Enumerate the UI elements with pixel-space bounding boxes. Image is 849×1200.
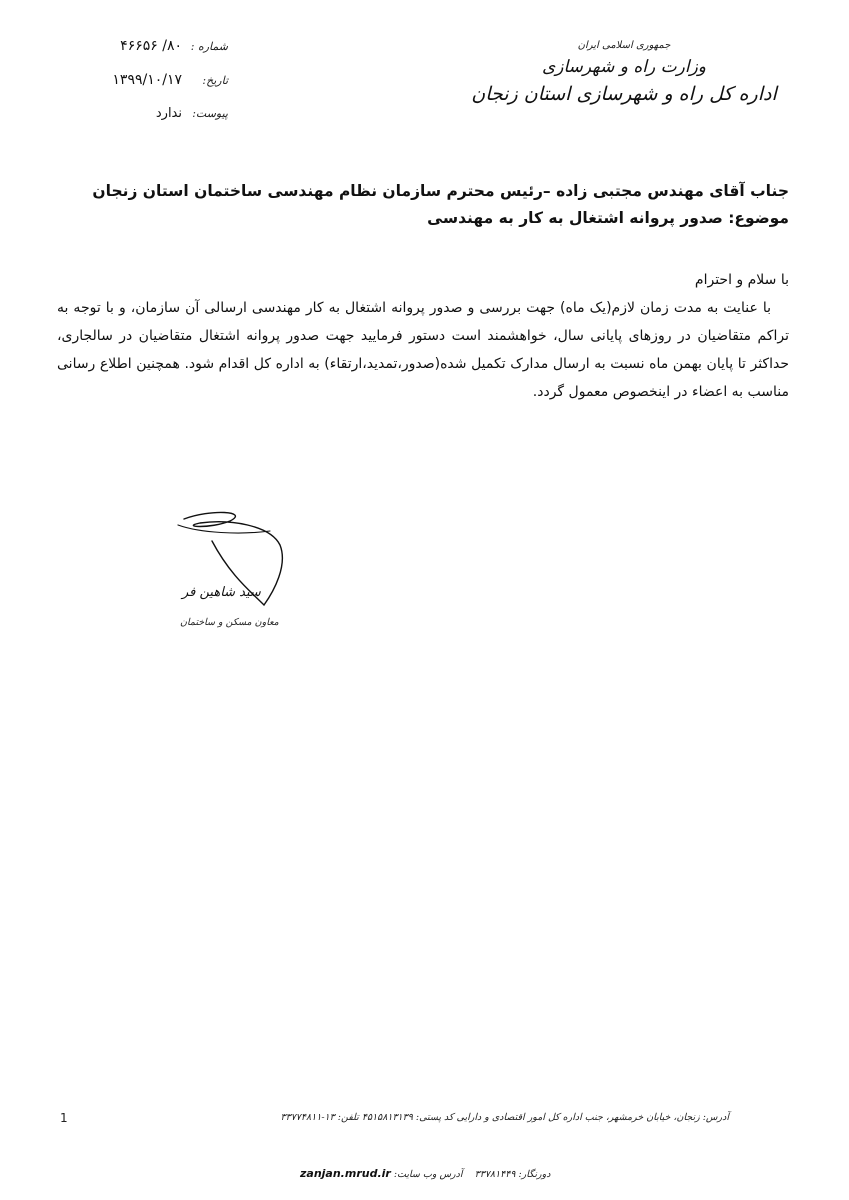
recipient-line: جناب آقای مهندس مجتبی زاده –رئیس محترم سازمان نظام مهندسی ساختمان استان زنجان (92, 182, 789, 200)
greeting: با سلام و احترام (694, 272, 789, 288)
page-number: 1 (60, 1111, 68, 1125)
meta-date-row (58, 72, 228, 106)
meta-number-value: ۸۰/ ۴۶۶۵۶ (120, 38, 182, 54)
signatory-title: معاون مسکن و ساختمان (180, 617, 279, 628)
letterhead (459, 40, 789, 105)
meta-date-value: ۱۳۹۹/۱۰/۱۷ (112, 72, 182, 88)
meta-attachment-value: ندارد (155, 106, 182, 121)
meta-attachment-row (58, 106, 228, 140)
letterhead-ministry: وزارت راه و شهرسازی (541, 57, 706, 77)
letterhead-country: جمهوری اسلامی ایران (577, 40, 671, 51)
meta-number-row (58, 38, 228, 72)
footer-web-label: آدرس وب سایت: (393, 1169, 463, 1180)
letterhead-department: اداره کل راه و شهرسازی استان زنجان (471, 83, 777, 105)
letter-heading (59, 178, 789, 232)
signature-block (170, 505, 300, 645)
meta-number-label: شماره : (190, 40, 228, 53)
signatory-name: سید شاهین فر (182, 585, 261, 600)
body-paragraph: با عنایت به مدت زمان لازم(یک ماه) جهت بررسی و صدور پروانه اشتغال به کار مهندسی ارسالی آن سازمان، و با توجه به تراکم متقاضیان در روزهای پایانی سال، خواهشمند است دستور فرمایید جهت صدور پروانه اشتغال متقاضیان در سالجاری، حداکثر تا پایان بهمن ماه نسبت به ارسال مدارک تکمیل شده(صدور،تمدید،ارتقاء) به اداره کل اقدام شود. همچنین اطلاع رسانی مناسب به اعضاء در اینخصوص معمول گردد. (57, 300, 789, 400)
meta-date-label: تاریخ: (202, 74, 228, 87)
meta-attachment-label: پیوست: (192, 107, 228, 120)
letter-meta (58, 38, 228, 140)
subject-line: موضوع: صدور پروانه اشتغال به کار به مهندسی (427, 209, 789, 227)
footer-web-url[interactable]: zanjan.mrud.ir (300, 1167, 391, 1180)
footer-address: آدرس: زنجان، خیابان خرمشهر، جنب اداره کل امور اقتصادی و دارایی کد پستی: ۴۵۱۵۸۱۳۱۳۹ تلفن: ۱۳-۳۳۷۷۴۸۱۱ (280, 1112, 729, 1123)
footer-contact (300, 1167, 550, 1180)
footer-fax: دورنگار: ۳۳۷۸۱۴۴۹ (474, 1169, 551, 1180)
letter-body (57, 266, 789, 406)
